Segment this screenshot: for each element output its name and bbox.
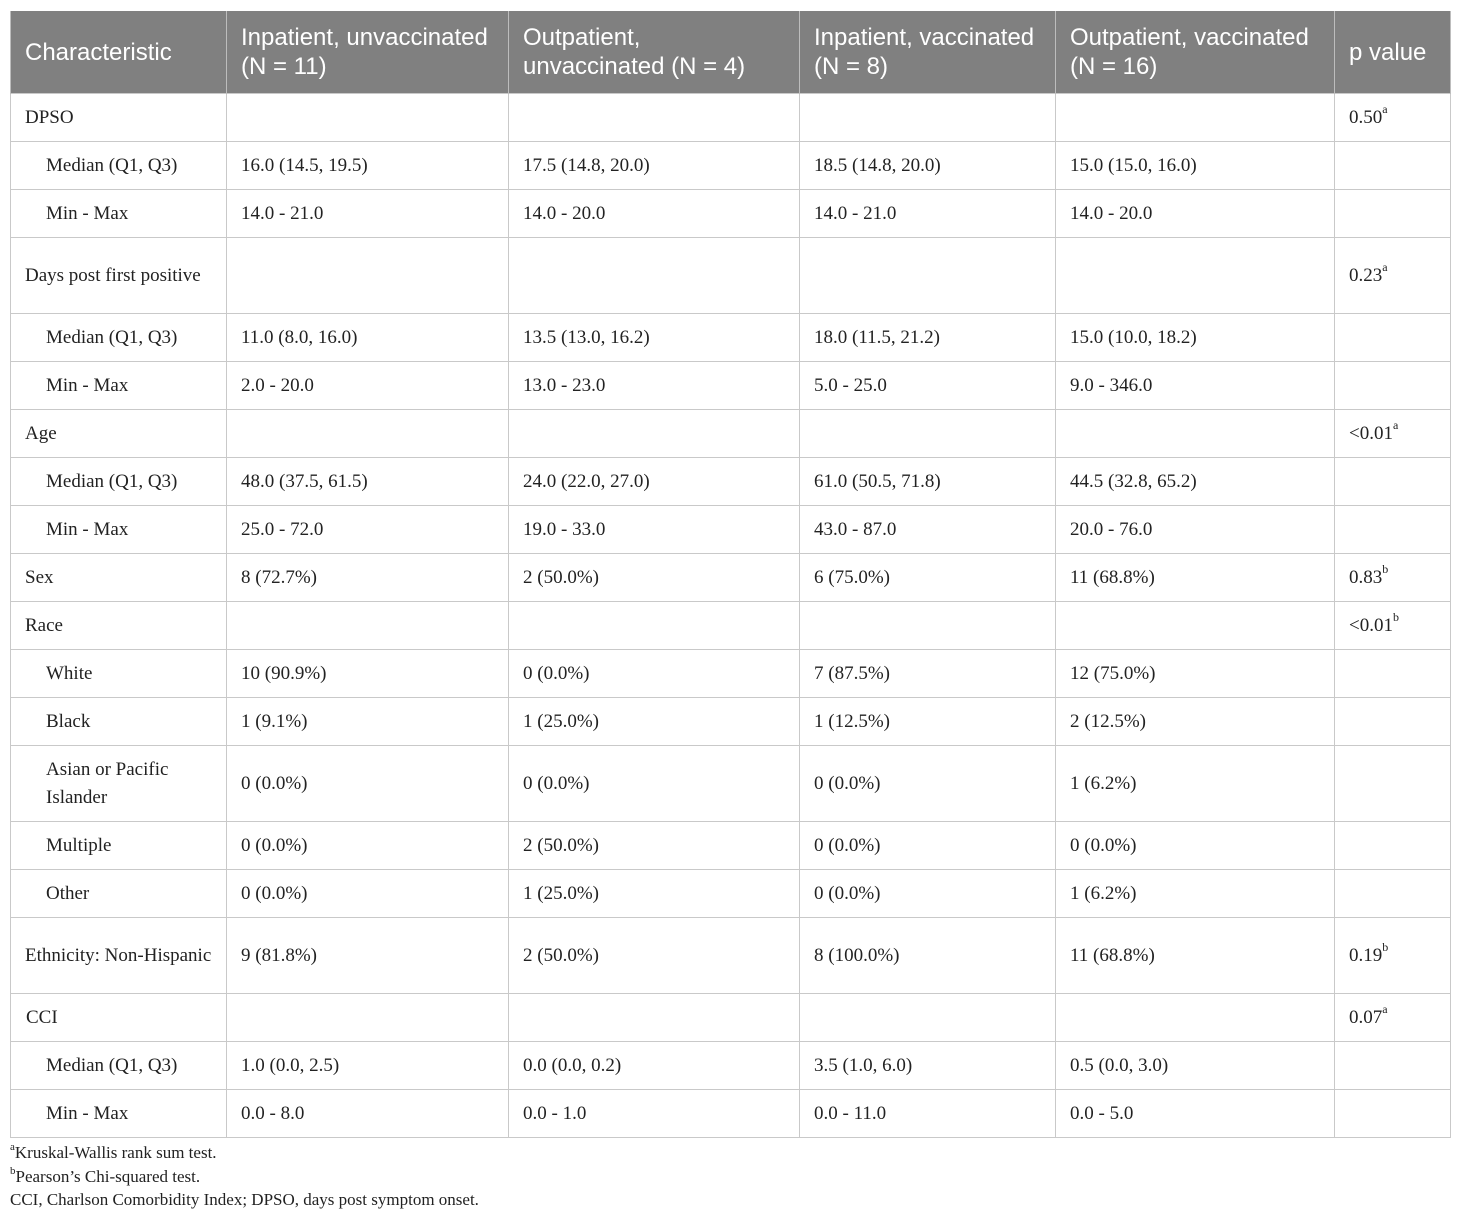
table-row [11, 602, 1451, 650]
p-value-cell [1335, 918, 1451, 994]
row-label: Other [11, 870, 227, 918]
p-value-cell [1335, 142, 1451, 190]
table-cell: 11 (68.8%) [1056, 554, 1335, 602]
table-header-row [11, 11, 1451, 94]
table-cell: 18.5 (14.8, 20.0) [800, 142, 1056, 190]
table-row [11, 94, 1451, 142]
p-value-cell [1335, 458, 1451, 506]
table-cell: 1 (25.0%) [509, 698, 800, 746]
table-row [11, 1090, 1451, 1138]
p-value-cell [1335, 602, 1451, 650]
header-p-value: p value [1335, 11, 1451, 94]
p-value-cell [1335, 822, 1451, 870]
table-cell: 14.0 - 20.0 [509, 190, 800, 238]
table-cell [1056, 602, 1335, 650]
p-value-cell [1335, 506, 1451, 554]
table-cell [227, 410, 509, 458]
row-label: White [11, 650, 227, 698]
table-cell: 13.5 (13.0, 16.2) [509, 314, 800, 362]
table-row [11, 410, 1451, 458]
table-cell [800, 410, 1056, 458]
p-value: 0.19 [1349, 944, 1383, 966]
table-cell: 3.5 (1.0, 6.0) [800, 1042, 1056, 1090]
table-row [11, 142, 1451, 190]
row-label: Min - Max [11, 362, 227, 410]
header-inpatient-vaccinated: Inpatient, vaccinated (N = 8) [800, 11, 1056, 94]
footnote-b-mark: b [10, 1164, 16, 1177]
table-cell: 25.0 - 72.0 [227, 506, 509, 554]
table-cell [227, 602, 509, 650]
table-row [11, 238, 1451, 314]
table-cell: 2 (50.0%) [509, 554, 800, 602]
p-value-cell [1335, 1090, 1451, 1138]
table-cell: 11 (68.8%) [1056, 918, 1335, 994]
characteristics-table-container [10, 11, 1450, 1138]
row-label: CCI [11, 994, 227, 1042]
table-cell: 8 (72.7%) [227, 554, 509, 602]
p-value: 0.83 [1349, 566, 1383, 588]
table-cell: 1 (25.0%) [509, 870, 800, 918]
header-inpatient-unvaccinated: Inpatient, unvaccinated (N = 11) [227, 11, 509, 94]
p-value-cell [1335, 746, 1451, 822]
p-value-cell [1335, 314, 1451, 362]
table-cell: 14.0 - 21.0 [227, 190, 509, 238]
footnote-abbreviations: CCI, Charlson Comorbidity Index; DPSO, days post symptom onset. [10, 1190, 479, 1209]
table-cell [509, 602, 800, 650]
table-row [11, 458, 1451, 506]
table-cell: 11.0 (8.0, 16.0) [227, 314, 509, 362]
table-cell: 0.0 - 5.0 [1056, 1090, 1335, 1138]
row-label: Min - Max [11, 190, 227, 238]
row-label: Median (Q1, Q3) [11, 142, 227, 190]
table-row [11, 506, 1451, 554]
table-cell [1056, 410, 1335, 458]
table-cell: 12 (75.0%) [1056, 650, 1335, 698]
table-cell [509, 238, 800, 314]
table-cell [509, 94, 800, 142]
table-cell: 1 (6.2%) [1056, 746, 1335, 822]
table-cell: 1 (12.5%) [800, 698, 1056, 746]
table-cell: 9.0 - 346.0 [1056, 362, 1335, 410]
table-cell [800, 238, 1056, 314]
footnote-a-mark: a [10, 1141, 15, 1154]
table-row [11, 870, 1451, 918]
table-cell: 14.0 - 20.0 [1056, 190, 1335, 238]
p-value-footnote-mark: b [1392, 610, 1399, 625]
p-value-cell [1335, 1042, 1451, 1090]
table-cell [227, 94, 509, 142]
row-label: Median (Q1, Q3) [11, 314, 227, 362]
table-cell: 0 (0.0%) [800, 822, 1056, 870]
table-row [11, 362, 1451, 410]
table-body [11, 94, 1451, 1138]
p-value-cell [1335, 698, 1451, 746]
header-characteristic: Characteristic [11, 11, 227, 94]
row-label: Ethnicity: Non-Hispanic [11, 918, 227, 994]
characteristics-table [10, 11, 1451, 1138]
table-cell: 2 (50.0%) [509, 822, 800, 870]
table-cell: 0 (0.0%) [1056, 822, 1335, 870]
table-cell [509, 994, 800, 1042]
table-cell: 7 (87.5%) [800, 650, 1056, 698]
row-label: Age [11, 410, 227, 458]
table-footnotes [10, 1141, 1450, 1212]
table-cell: 1 (6.2%) [1056, 870, 1335, 918]
table-cell: 17.5 (14.8, 20.0) [509, 142, 800, 190]
table-row [11, 822, 1451, 870]
p-value-cell [1335, 650, 1451, 698]
table-cell: 0.0 - 8.0 [227, 1090, 509, 1138]
table-cell: 43.0 - 87.0 [800, 506, 1056, 554]
table-cell [1056, 94, 1335, 142]
row-label: DPSO [11, 94, 227, 142]
footnote-a-text: Kruskal-Wallis rank sum test. [14, 1143, 217, 1162]
table-cell: 0.0 - 11.0 [800, 1090, 1056, 1138]
table-cell: 2.0 - 20.0 [227, 362, 509, 410]
table-cell [800, 994, 1056, 1042]
p-value-footnote-mark: a [1382, 102, 1388, 117]
table-cell: 2 (50.0%) [509, 918, 800, 994]
table-cell: 24.0 (22.0, 27.0) [509, 458, 800, 506]
table-cell: 1 (9.1%) [227, 698, 509, 746]
table-cell: 0.0 - 1.0 [509, 1090, 800, 1138]
row-label: Median (Q1, Q3) [11, 458, 227, 506]
row-label: Black [11, 698, 227, 746]
row-label: Race [11, 602, 227, 650]
table-row [11, 650, 1451, 698]
table-cell: 15.0 (15.0, 16.0) [1056, 142, 1335, 190]
p-value-footnote-mark: b [1382, 562, 1389, 577]
header-outpatient-vaccinated: Outpatient, vaccinated (N = 16) [1056, 11, 1335, 94]
table-cell: 0 (0.0%) [509, 650, 800, 698]
p-value: 0.50 [1349, 106, 1383, 128]
table-row [11, 1042, 1451, 1090]
p-value-cell [1335, 994, 1451, 1042]
table-cell [227, 238, 509, 314]
table-cell: 0.5 (0.0, 3.0) [1056, 1042, 1335, 1090]
p-value: 0.23 [1349, 264, 1383, 286]
p-value: 0.07 [1349, 1006, 1383, 1028]
row-label: Multiple [11, 822, 227, 870]
table-cell: 16.0 (14.5, 19.5) [227, 142, 509, 190]
table-cell: 13.0 - 23.0 [509, 362, 800, 410]
p-value-cell [1335, 190, 1451, 238]
row-label: Sex [11, 554, 227, 602]
table-cell [1056, 238, 1335, 314]
row-label: Days post first positive [11, 238, 227, 314]
p-value: <0.01 [1349, 614, 1393, 636]
table-cell: 0 (0.0%) [227, 870, 509, 918]
table-cell [800, 602, 1056, 650]
table-cell [1056, 994, 1335, 1042]
table-cell: 0.0 (0.0, 0.2) [509, 1042, 800, 1090]
p-value-footnote-mark: a [1382, 1002, 1388, 1017]
row-label: Asian or Pacific Islander [11, 746, 227, 822]
footnote-a [10, 1141, 1450, 1165]
table-cell: 0 (0.0%) [227, 822, 509, 870]
table-row [11, 554, 1451, 602]
table-cell: 0 (0.0%) [800, 870, 1056, 918]
table-cell: 8 (100.0%) [800, 918, 1056, 994]
table-cell: 0 (0.0%) [227, 746, 509, 822]
p-value-cell [1335, 554, 1451, 602]
row-label: Min - Max [11, 506, 227, 554]
row-label: Median (Q1, Q3) [11, 1042, 227, 1090]
footnote-b-text: Pearson’s Chi-squared test. [15, 1166, 201, 1186]
table-row [11, 918, 1451, 994]
footnote-b [10, 1165, 1450, 1189]
table-cell: 10 (90.9%) [227, 650, 509, 698]
table-cell: 61.0 (50.5, 71.8) [800, 458, 1056, 506]
table-cell: 44.5 (32.8, 65.2) [1056, 458, 1335, 506]
table-cell [509, 410, 800, 458]
row-label: Min - Max [11, 1090, 227, 1138]
p-value-cell [1335, 362, 1451, 410]
table-cell: 15.0 (10.0, 18.2) [1056, 314, 1335, 362]
table-row [11, 190, 1451, 238]
table-cell [800, 94, 1056, 142]
table-cell: 0 (0.0%) [800, 746, 1056, 822]
table-row [11, 314, 1451, 362]
table-cell: 19.0 - 33.0 [509, 506, 800, 554]
p-value: <0.01 [1349, 422, 1393, 444]
p-value-cell [1335, 94, 1451, 142]
table-cell: 9 (81.8%) [227, 918, 509, 994]
table-cell: 48.0 (37.5, 61.5) [227, 458, 509, 506]
p-value-cell [1335, 410, 1451, 458]
table-cell: 14.0 - 21.0 [800, 190, 1056, 238]
table-cell: 5.0 - 25.0 [800, 362, 1056, 410]
table-cell: 1.0 (0.0, 2.5) [227, 1042, 509, 1090]
p-value-cell [1335, 238, 1451, 314]
p-value-cell [1335, 870, 1451, 918]
table-row [11, 746, 1451, 822]
table-row [11, 994, 1451, 1042]
p-value-footnote-mark: a [1382, 260, 1388, 275]
table-cell: 18.0 (11.5, 21.2) [800, 314, 1056, 362]
table-cell: 2 (12.5%) [1056, 698, 1335, 746]
table-row [11, 698, 1451, 746]
p-value-footnote-mark: b [1382, 940, 1389, 955]
table-cell [227, 994, 509, 1042]
header-outpatient-unvaccinated: Outpatient, unvaccinated (N = 4) [509, 11, 800, 94]
table-cell: 20.0 - 76.0 [1056, 506, 1335, 554]
p-value-footnote-mark: a [1392, 418, 1399, 433]
table-cell: 6 (75.0%) [800, 554, 1056, 602]
table-cell: 0 (0.0%) [509, 746, 800, 822]
